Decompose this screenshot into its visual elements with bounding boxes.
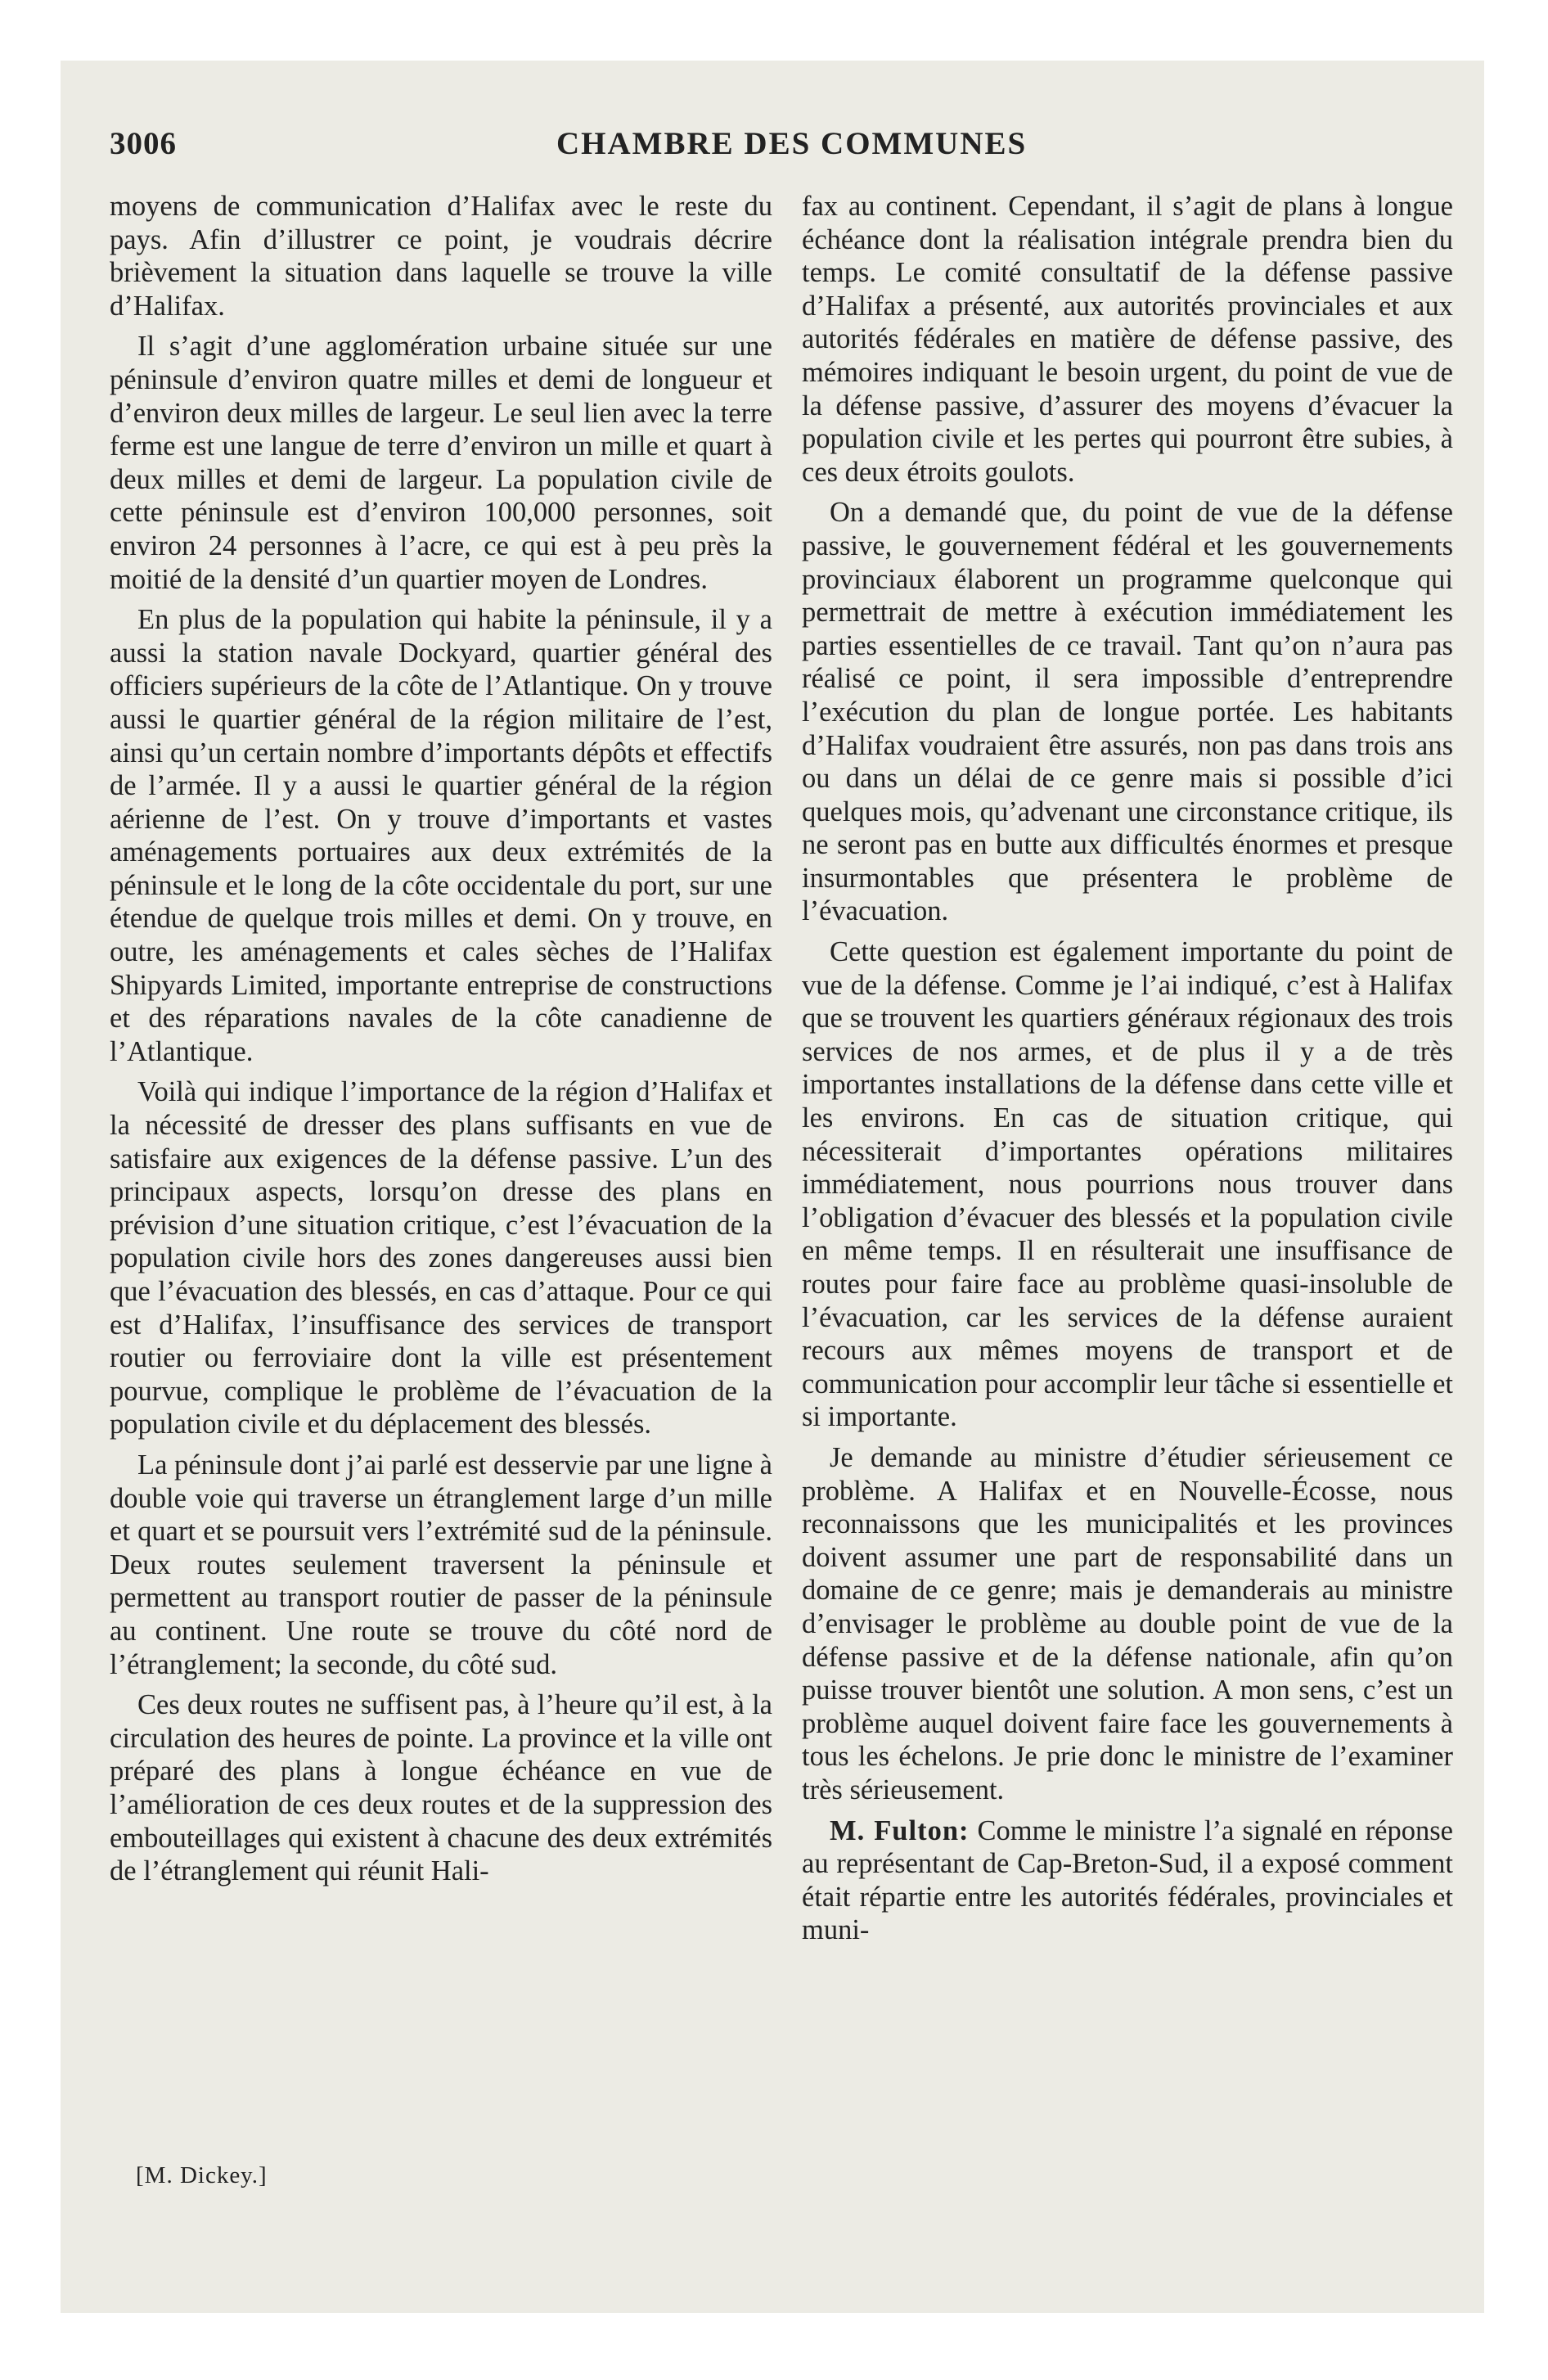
paragraph: Ces deux routes ne suffisent pas, à l’heure qu’il est, à la circulation des heures de pointe. La province et la ville ont préparé des plans à longue échéance en vue de l’amélioration de ces deux routes et de la suppression des embouteillages qui existent à chacune des deux extrémités de l’étranglement qui réunit Hali- <box>110 1689 772 1887</box>
paragraph: Cette question est également importante du point de vue de la défense. Comme je l’ai indiqué, c’est à Halifax que se trouvent les quartiers généraux régionaux des trois services de nos armes, et de plus il y a de très importantes installations de la défense dans cette ville et les environs. En cas de situation critique, qui nécessiterait d’importantes opérations militaires immédiatement, nous pourrions nous trouver dans l’obligation d’évacuer des blessés et la population civile en même temps. Il en résulterait une insuffisance de routes pour faire face au problème quasi-insoluble de l’évacuation, car les services de la défense auraient recours aux mêmes moyens de transport et de communication pour accomplir leur tâche si essentielle et si importante. <box>802 936 1453 1433</box>
paragraph: fax au continent. Cependant, il s’agit de plans à longue échéance dont la réalisation intégrale prendra bien du temps. Le comité consultatif de la défense passive d’Halifax a présenté, aux autorités provinciales et aux autorités fédérales en matière de défense passive, des mémoires indiquant le besoin urgent, du point de vue de la défense passive, d’assurer des moyens d’évacuer la population civile et les pertes qui pourront être subies, à ces deux étroits goulots. <box>802 191 1453 488</box>
paragraph: Je demande au ministre d’étudier sérieusement ce problème. A Halifax et en Nouvelle-Écosse, nous reconnaissons que les municipalités et les provinces doivent assumer une part de responsabilité dans un domaine de ce genre; mais je demanderais au ministre d’envisager le problème au double point de vue de la défense passive et de la défense nationale, afin qu’on puisse trouver bientôt une solution. A mon sens, c’est un problème auquel doivent faire face les gouvernements à tous les échelons. Je prie donc le ministre de l’examiner très sérieusement. <box>802 1441 1453 1805</box>
speaker-name: M. Fulton: <box>830 1814 970 1846</box>
paragraph <box>802 1814 1453 1947</box>
paragraph: Il s’agit d’une agglomération urbaine située sur une péninsule d’environ quatre milles et demi de longueur et d’environ deux milles de largeur. Le seul lien avec la terre ferme est une langue de terre d’environ un mille et quart à deux milles et demi de largeur. La population civile de cette péninsule est d’environ 100,000 personnes, soit environ 24 personnes à l’acre, ce qui est à peu près la moitié de la densité d’un quartier moyen de Londres. <box>110 331 772 595</box>
right-column <box>802 190 1453 1954</box>
running-head: CHAMBRE DES COMMUNES <box>556 126 1028 161</box>
left-column <box>110 190 772 1895</box>
paragraph: En plus de la population qui habite la péninsule, il y a aussi la station navale Dockyard, quartier général des officiers supérieurs de la côte de l’Atlantique. On y trouve aussi le quartier général de la région militaire de l’est, ainsi qu’un certain nombre d’importants dépôts et effectifs de l’armée. Il y a aussi le quartier général de la région aérienne de l’est. On y trouve d’importants et vastes aménagements portuaires aux deux extrémités de la péninsule et le long de la côte occidentale du port, sur une étendue de quelque trois milles et demi. On y trouve, en outre, les aménagements et cales sèches de l’Halifax Shipyards Limited, importante entreprise de constructions et des réparations navales de la côte canadienne de l’Atlantique. <box>110 604 772 1067</box>
speech-text: Comme le ministre l’a signalé en réponse au représentant de Cap-Breton-Sud, il a exposé comment était répartie entre les autorités fédérales, provinciales et muni- <box>802 1814 1453 1946</box>
paragraph: moyens de communication d’Halifax avec le reste du pays. Afin d’illustrer ce point, je voudrais décrire brièvement la situation dans laquelle se trouve la ville d’Halifax. <box>110 191 772 322</box>
paragraph: La péninsule dont j’ai parlé est desservie par une ligne à double voie qui traverse un étranglement large d’un mille et quart et se poursuit vers l’extrémité sud de la péninsule. Deux routes seulement traversent la péninsule et permettent au transport routier de passer de la péninsule au continent. Une route se trouve du côté nord de l’étranglement; la seconde, du côté sud. <box>110 1449 772 1680</box>
footer-attribution: [M. Dickey.] <box>136 2162 268 2188</box>
page-number: 3006 <box>110 126 177 161</box>
paragraph: Voilà qui indique l’importance de la région d’Halifax et la nécessité de dresser des plans suffisants en vue de satisfaire aux exigences de la défense passive. L’un des principaux aspects, lorsqu’on dresse des plans en prévision d’une situation critique, c’est l’évacuation de la population civile hors des zones dangereuses aussi bien que l’évacuation des blessés, en cas d’attaque. Pour ce qui est d’Halifax, l’insuffisance des services de transport routier ou ferroviaire dont la ville est présentement pourvue, complique le problème de l’évacuation de la population civile et du déplacement des blessés. <box>110 1076 772 1440</box>
paragraph: On a demandé que, du point de vue de la défense passive, le gouvernement fédéral et les gouvernements provinciaux élaborent un programme quelconque qui permettrait de mettre à exécution immédiatement les parties essentielles de ce travail. Tant qu’on n’aura pas réalisé ce point, il sera impossible d’entreprendre l’exécution du plan de longue portée. Les habitants d’Halifax voudraient être assurés, non pas dans trois ans ou dans un délai de ce genre mais si possible d’ici quelques mois, qu’advenant une circonstance critique, ils ne seront pas en butte aux difficultés énormes et presque insurmontables que présentera le problème de l’évacuation. <box>802 497 1453 927</box>
